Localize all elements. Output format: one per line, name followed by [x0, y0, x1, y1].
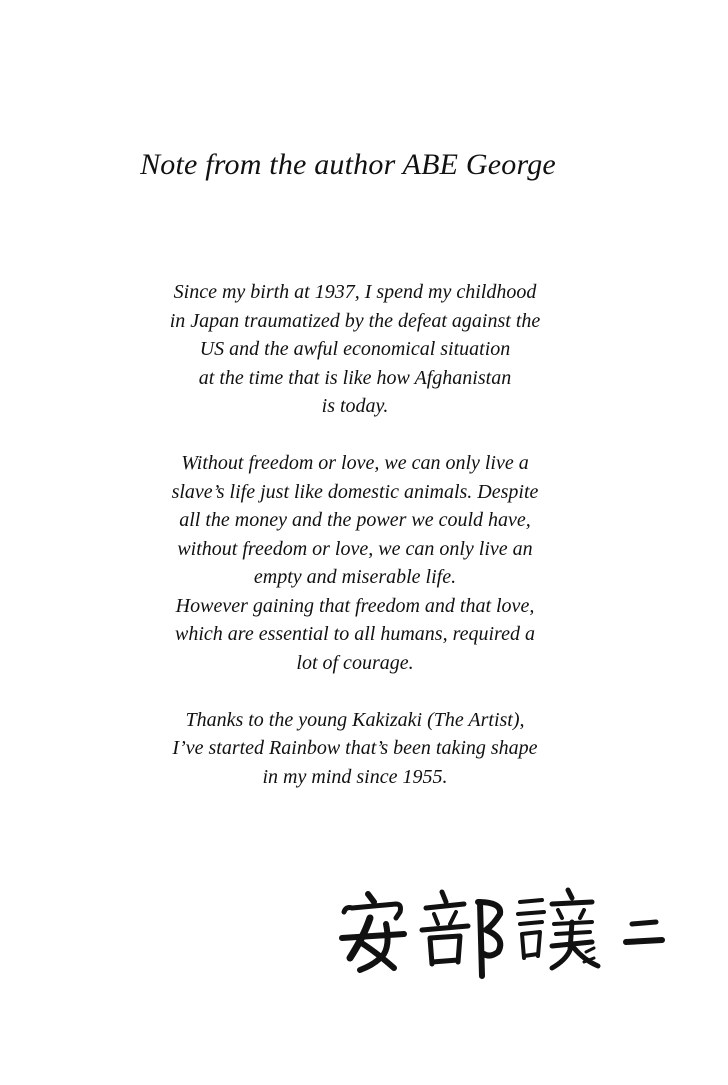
author-signature [330, 880, 670, 980]
paragraph-freedom-love: Without freedom or love, we can only live a slave’s life just like domestic animals. Despite all the money and the power we could have, without freedom or love, we can only live an empty and miserable life. However gaining that freedom and that love, which are essential to all humans, required a lot of courage. [171, 452, 539, 674]
signature-brush-image [330, 880, 670, 980]
page-title: Note from the author ABE George [140, 148, 556, 181]
paragraph-rainbow: Thanks to the young Kakizaki (The Artist), I’ve started Rainbow that’s been taking shape in my mind since 1955. [172, 708, 538, 788]
paragraph-childhood: Since my birth at 1937, I spend my childhood in Japan traumatized by the defeat against the US and the awful economical situation at the time that is like how Afghanistan is today. [169, 281, 541, 417]
note-body [110, 278, 600, 820]
